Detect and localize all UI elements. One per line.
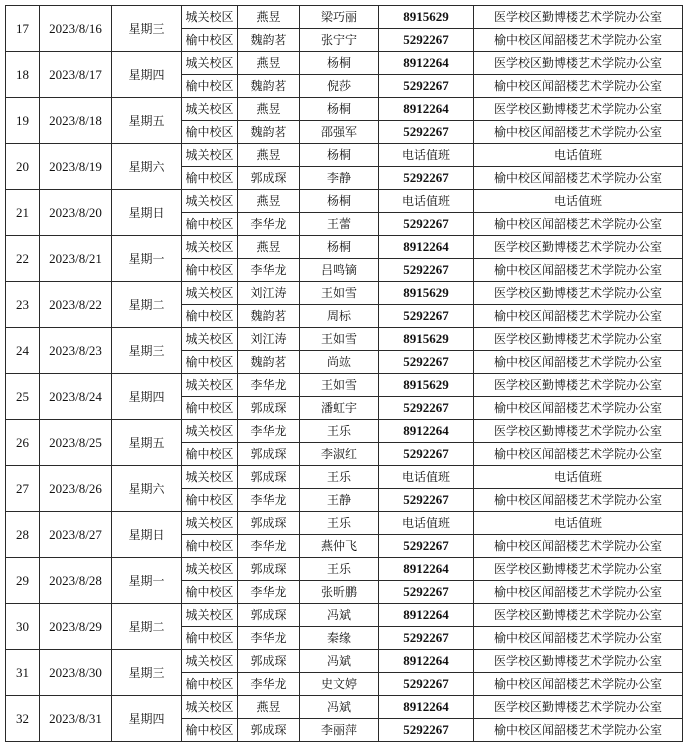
phone-cell: 8912264 (379, 52, 474, 75)
campus-cell: 城关校区 (182, 144, 238, 167)
location-cell: 医学校区勤博楼艺术学院办公室 (474, 282, 683, 305)
location-cell: 榆中校区闻韶楼艺术学院办公室 (474, 581, 683, 604)
weekday-cell: 星期四 (112, 696, 182, 742)
location-cell: 榆中校区闻韶楼艺术学院办公室 (474, 627, 683, 650)
row-number-cell: 17 (6, 6, 40, 52)
location-cell: 医学校区勤博楼艺术学院办公室 (474, 236, 683, 259)
staff-cell: 杨桐 (300, 236, 379, 259)
location-cell: 榆中校区闻韶楼艺术学院办公室 (474, 213, 683, 236)
date-cell: 2023/8/18 (40, 98, 112, 144)
location-cell: 电话值班 (474, 512, 683, 535)
location-cell: 医学校区勤博楼艺术学院办公室 (474, 604, 683, 627)
row-number-cell: 28 (6, 512, 40, 558)
date-cell: 2023/8/22 (40, 282, 112, 328)
leader-cell: 燕昱 (238, 98, 300, 121)
staff-cell: 吕鸣镝 (300, 259, 379, 282)
location-cell: 医学校区勤博楼艺术学院办公室 (474, 650, 683, 673)
table-row (6, 144, 683, 167)
campus-cell: 榆中校区 (182, 443, 238, 466)
location-cell: 榆中校区闻韶楼艺术学院办公室 (474, 443, 683, 466)
campus-cell: 城关校区 (182, 558, 238, 581)
campus-cell: 城关校区 (182, 328, 238, 351)
staff-cell: 周标 (300, 305, 379, 328)
table-row (6, 6, 683, 29)
leader-cell: 李华龙 (238, 627, 300, 650)
staff-cell: 王乐 (300, 512, 379, 535)
campus-cell: 榆中校区 (182, 581, 238, 604)
row-number-cell: 22 (6, 236, 40, 282)
leader-cell: 李华龙 (238, 673, 300, 696)
table-row (6, 328, 683, 351)
weekday-cell: 星期二 (112, 604, 182, 650)
date-cell: 2023/8/26 (40, 466, 112, 512)
phone-cell: 电话值班 (379, 144, 474, 167)
campus-cell: 城关校区 (182, 420, 238, 443)
weekday-cell: 星期一 (112, 236, 182, 282)
weekday-cell: 星期日 (112, 190, 182, 236)
row-number-cell: 25 (6, 374, 40, 420)
campus-cell: 城关校区 (182, 236, 238, 259)
location-cell: 医学校区勤博楼艺术学院办公室 (474, 558, 683, 581)
staff-cell: 冯斌 (300, 650, 379, 673)
phone-cell: 8915629 (379, 6, 474, 29)
location-cell: 榆中校区闻韶楼艺术学院办公室 (474, 535, 683, 558)
phone-cell: 8912264 (379, 558, 474, 581)
date-cell: 2023/8/23 (40, 328, 112, 374)
date-cell: 2023/8/29 (40, 604, 112, 650)
phone-cell: 电话值班 (379, 512, 474, 535)
phone-cell: 8912264 (379, 650, 474, 673)
leader-cell: 燕昱 (238, 52, 300, 75)
staff-cell: 倪莎 (300, 75, 379, 98)
location-cell: 榆中校区闻韶楼艺术学院办公室 (474, 29, 683, 52)
campus-cell: 城关校区 (182, 190, 238, 213)
staff-cell: 张昕鹏 (300, 581, 379, 604)
location-cell: 榆中校区闻韶楼艺术学院办公室 (474, 305, 683, 328)
weekday-cell: 星期日 (112, 512, 182, 558)
staff-cell: 杨桐 (300, 98, 379, 121)
leader-cell: 郭成琛 (238, 167, 300, 190)
table-row (6, 374, 683, 397)
location-cell: 榆中校区闻韶楼艺术学院办公室 (474, 397, 683, 420)
row-number-cell: 19 (6, 98, 40, 144)
campus-cell: 城关校区 (182, 696, 238, 719)
leader-cell: 李华龙 (238, 213, 300, 236)
campus-cell: 榆中校区 (182, 29, 238, 52)
campus-cell: 榆中校区 (182, 305, 238, 328)
row-number-cell: 32 (6, 696, 40, 742)
staff-cell: 王如雪 (300, 374, 379, 397)
campus-cell: 城关校区 (182, 52, 238, 75)
date-cell: 2023/8/28 (40, 558, 112, 604)
date-cell: 2023/8/19 (40, 144, 112, 190)
phone-cell: 5292267 (379, 121, 474, 144)
weekday-cell: 星期三 (112, 650, 182, 696)
leader-cell: 燕昱 (238, 236, 300, 259)
leader-cell: 李华龙 (238, 535, 300, 558)
campus-cell: 榆中校区 (182, 489, 238, 512)
date-cell: 2023/8/17 (40, 52, 112, 98)
staff-cell: 王蕾 (300, 213, 379, 236)
row-number-cell: 31 (6, 650, 40, 696)
campus-cell: 榆中校区 (182, 213, 238, 236)
location-cell: 榆中校区闻韶楼艺术学院办公室 (474, 121, 683, 144)
phone-cell: 5292267 (379, 213, 474, 236)
phone-cell: 8915629 (379, 374, 474, 397)
staff-cell: 邵强军 (300, 121, 379, 144)
phone-cell: 5292267 (379, 167, 474, 190)
location-cell: 医学校区勤博楼艺术学院办公室 (474, 98, 683, 121)
phone-cell: 5292267 (379, 627, 474, 650)
phone-cell: 5292267 (379, 489, 474, 512)
location-cell: 医学校区勤博楼艺术学院办公室 (474, 420, 683, 443)
location-cell: 榆中校区闻韶楼艺术学院办公室 (474, 75, 683, 98)
staff-cell: 秦缘 (300, 627, 379, 650)
date-cell: 2023/8/27 (40, 512, 112, 558)
campus-cell: 榆中校区 (182, 259, 238, 282)
staff-cell: 冯斌 (300, 604, 379, 627)
staff-cell: 杨桐 (300, 144, 379, 167)
leader-cell: 郭成琛 (238, 397, 300, 420)
leader-cell: 郭成琛 (238, 443, 300, 466)
location-cell: 榆中校区闻韶楼艺术学院办公室 (474, 259, 683, 282)
weekday-cell: 星期二 (112, 282, 182, 328)
phone-cell: 5292267 (379, 305, 474, 328)
location-cell: 电话值班 (474, 466, 683, 489)
phone-cell: 8912264 (379, 420, 474, 443)
leader-cell: 李华龙 (238, 259, 300, 282)
phone-cell: 8915629 (379, 282, 474, 305)
phone-cell: 电话值班 (379, 190, 474, 213)
table-row (6, 190, 683, 213)
row-number-cell: 30 (6, 604, 40, 650)
duty-schedule-table (5, 5, 683, 742)
staff-cell: 梁巧丽 (300, 6, 379, 29)
staff-cell: 李丽萍 (300, 719, 379, 742)
weekday-cell: 星期一 (112, 558, 182, 604)
staff-cell: 史文婷 (300, 673, 379, 696)
staff-cell: 王乐 (300, 420, 379, 443)
row-number-cell: 27 (6, 466, 40, 512)
location-cell: 医学校区勤博楼艺术学院办公室 (474, 328, 683, 351)
leader-cell: 李华龙 (238, 374, 300, 397)
leader-cell: 燕昱 (238, 144, 300, 167)
staff-cell: 王静 (300, 489, 379, 512)
leader-cell: 魏韵茗 (238, 121, 300, 144)
leader-cell: 郭成琛 (238, 719, 300, 742)
staff-cell: 王如雪 (300, 328, 379, 351)
leader-cell: 郭成琛 (238, 604, 300, 627)
campus-cell: 城关校区 (182, 466, 238, 489)
table-row (6, 604, 683, 627)
staff-cell: 潘虹宇 (300, 397, 379, 420)
location-cell: 医学校区勤博楼艺术学院办公室 (474, 696, 683, 719)
row-number-cell: 21 (6, 190, 40, 236)
phone-cell: 8912264 (379, 604, 474, 627)
leader-cell: 李华龙 (238, 489, 300, 512)
weekday-cell: 星期四 (112, 52, 182, 98)
campus-cell: 榆中校区 (182, 121, 238, 144)
leader-cell: 郭成琛 (238, 466, 300, 489)
phone-cell: 5292267 (379, 259, 474, 282)
leader-cell: 魏韵茗 (238, 29, 300, 52)
staff-cell: 张宁宁 (300, 29, 379, 52)
leader-cell: 刘江涛 (238, 328, 300, 351)
phone-cell: 5292267 (379, 75, 474, 98)
location-cell: 榆中校区闻韶楼艺术学院办公室 (474, 673, 683, 696)
phone-cell: 8915629 (379, 328, 474, 351)
campus-cell: 城关校区 (182, 604, 238, 627)
location-cell: 电话值班 (474, 190, 683, 213)
phone-cell: 8912264 (379, 696, 474, 719)
staff-cell: 杨桐 (300, 52, 379, 75)
staff-cell: 燕仲飞 (300, 535, 379, 558)
leader-cell: 燕昱 (238, 696, 300, 719)
row-number-cell: 23 (6, 282, 40, 328)
location-cell: 电话值班 (474, 144, 683, 167)
row-number-cell: 18 (6, 52, 40, 98)
leader-cell: 郭成琛 (238, 650, 300, 673)
date-cell: 2023/8/31 (40, 696, 112, 742)
weekday-cell: 星期三 (112, 6, 182, 52)
date-cell: 2023/8/20 (40, 190, 112, 236)
table-row (6, 236, 683, 259)
table-row (6, 420, 683, 443)
location-cell: 医学校区勤博楼艺术学院办公室 (474, 52, 683, 75)
phone-cell: 5292267 (379, 29, 474, 52)
leader-cell: 郭成琛 (238, 558, 300, 581)
leader-cell: 燕昱 (238, 190, 300, 213)
table-row (6, 52, 683, 75)
row-number-cell: 29 (6, 558, 40, 604)
location-cell: 榆中校区闻韶楼艺术学院办公室 (474, 167, 683, 190)
weekday-cell: 星期四 (112, 374, 182, 420)
leader-cell: 郭成琛 (238, 512, 300, 535)
weekday-cell: 星期三 (112, 328, 182, 374)
row-number-cell: 20 (6, 144, 40, 190)
campus-cell: 城关校区 (182, 650, 238, 673)
phone-cell: 5292267 (379, 673, 474, 696)
phone-cell: 5292267 (379, 443, 474, 466)
date-cell: 2023/8/25 (40, 420, 112, 466)
table-row (6, 558, 683, 581)
campus-cell: 榆中校区 (182, 719, 238, 742)
campus-cell: 榆中校区 (182, 397, 238, 420)
campus-cell: 城关校区 (182, 98, 238, 121)
weekday-cell: 星期五 (112, 420, 182, 466)
phone-cell: 8912264 (379, 236, 474, 259)
phone-cell: 5292267 (379, 581, 474, 604)
phone-cell: 5292267 (379, 397, 474, 420)
staff-cell: 冯斌 (300, 696, 379, 719)
staff-cell: 杨桐 (300, 190, 379, 213)
phone-cell: 5292267 (379, 719, 474, 742)
location-cell: 医学校区勤博楼艺术学院办公室 (474, 6, 683, 29)
date-cell: 2023/8/24 (40, 374, 112, 420)
date-cell: 2023/8/21 (40, 236, 112, 282)
weekday-cell: 星期六 (112, 144, 182, 190)
staff-cell: 李淑红 (300, 443, 379, 466)
phone-cell: 5292267 (379, 351, 474, 374)
staff-cell: 王乐 (300, 558, 379, 581)
row-number-cell: 24 (6, 328, 40, 374)
table-row (6, 512, 683, 535)
leader-cell: 魏韵茗 (238, 305, 300, 328)
table-row (6, 98, 683, 121)
table-row (6, 650, 683, 673)
row-number-cell: 26 (6, 420, 40, 466)
phone-cell: 电话值班 (379, 466, 474, 489)
leader-cell: 李华龙 (238, 420, 300, 443)
leader-cell: 燕昱 (238, 6, 300, 29)
campus-cell: 榆中校区 (182, 167, 238, 190)
leader-cell: 魏韵茗 (238, 75, 300, 98)
leader-cell: 魏韵茗 (238, 351, 300, 374)
location-cell: 医学校区勤博楼艺术学院办公室 (474, 374, 683, 397)
campus-cell: 榆中校区 (182, 351, 238, 374)
table-row (6, 282, 683, 305)
table-row (6, 696, 683, 719)
staff-cell: 李静 (300, 167, 379, 190)
location-cell: 榆中校区闻韶楼艺术学院办公室 (474, 489, 683, 512)
campus-cell: 榆中校区 (182, 75, 238, 98)
date-cell: 2023/8/30 (40, 650, 112, 696)
campus-cell: 城关校区 (182, 282, 238, 305)
campus-cell: 榆中校区 (182, 535, 238, 558)
campus-cell: 城关校区 (182, 6, 238, 29)
leader-cell: 李华龙 (238, 581, 300, 604)
phone-cell: 8912264 (379, 98, 474, 121)
campus-cell: 榆中校区 (182, 627, 238, 650)
campus-cell: 城关校区 (182, 512, 238, 535)
staff-cell: 尚竑 (300, 351, 379, 374)
phone-cell: 5292267 (379, 535, 474, 558)
campus-cell: 榆中校区 (182, 673, 238, 696)
staff-cell: 王如雪 (300, 282, 379, 305)
location-cell: 榆中校区闻韶楼艺术学院办公室 (474, 719, 683, 742)
table-row (6, 466, 683, 489)
location-cell: 榆中校区闻韶楼艺术学院办公室 (474, 351, 683, 374)
leader-cell: 刘江涛 (238, 282, 300, 305)
weekday-cell: 星期六 (112, 466, 182, 512)
weekday-cell: 星期五 (112, 98, 182, 144)
campus-cell: 城关校区 (182, 374, 238, 397)
date-cell: 2023/8/16 (40, 6, 112, 52)
schedule-body (6, 6, 683, 742)
staff-cell: 王乐 (300, 466, 379, 489)
